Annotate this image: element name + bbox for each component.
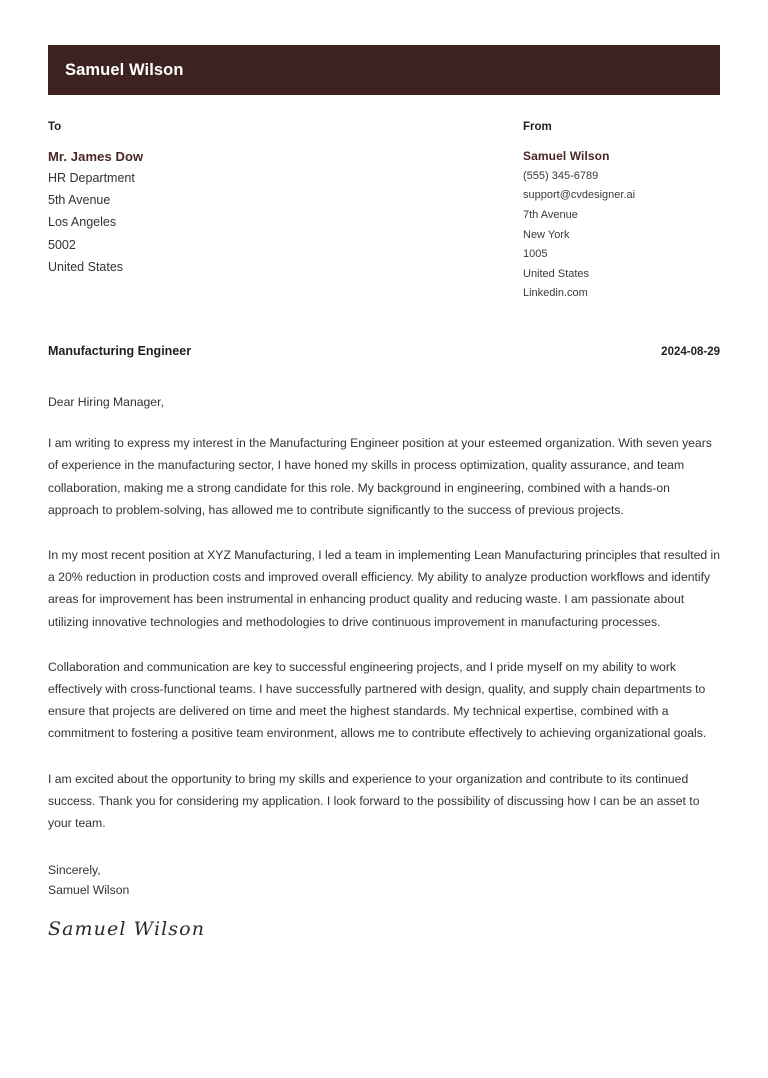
recipient-block <box>48 121 523 307</box>
letter-paragraph: In my most recent position at XYZ Manufacturing, I led a team in implementing Lean Manufacturing principles that resulted in a 20% reduction in production costs and improved overall efficiency. My ability to analyze production workflows and identify areas for improvement has been instrumental in enhancing product quality and reducing waste. I am passionate about utilizing innovative technologies and methodologies to drive continuous improvement in manufacturing processes. <box>48 547 721 629</box>
letter-paragraph: Collaboration and communication are key to successful engineering projects, and I pride myself on my ability to work effectively with cross-functional teams. I have successfully partnered with design, quality, and supply chain departments to ensure that projects are delivered on time and meet the highest standards. My technical expertise, combined with a commitment to fostering a positive team environment, allows me to contribute effectively to achieving organizational goals. <box>48 659 707 741</box>
recipient-address-line: HR Department <box>48 170 135 185</box>
recipient-address-line: 5th Avenue <box>48 193 111 208</box>
letter-paragraph: I am writing to express my interest in the Manufacturing Engineer position at your esteemed organization. With seven years of experience in the manufacturing sector, I have honed my skills in process optimization, quality assurance, and team collaboration, making me a strong candidate for this role. My background in engineering, combined with a hands-on approach to problem-solving, has allowed me to contribute significantly to the success of previous projects. <box>48 436 712 517</box>
sender-name: Samuel Wilson <box>523 148 610 163</box>
salutation: Dear Hiring Manager, <box>48 394 164 409</box>
address-row <box>48 121 720 307</box>
recipient-address-line: 5002 <box>48 237 76 252</box>
signature: Samuel Wilson <box>48 918 206 941</box>
sender-label: From <box>523 121 552 133</box>
document-header-bar <box>48 45 720 95</box>
letter-body <box>48 396 720 942</box>
recipient-address-line: United States <box>48 259 124 274</box>
closing-name: Samuel Wilson <box>48 883 130 898</box>
recipient-address-line: Los Angeles <box>48 215 117 230</box>
sender-email: support@cvdesigner.ai <box>523 189 636 202</box>
job-title: Manufacturing Engineer <box>48 343 192 358</box>
letter-date: 2024-08-29 <box>661 345 720 358</box>
sender-website: Linkedin.com <box>523 287 588 300</box>
letter-paragraph: I am excited about the opportunity to bring my skills and experience to your organization and contribute to its continued success. Thank you for considering my application. I look forward to the possibility of discussing how I can be an asset to your team. <box>48 771 700 830</box>
document-content <box>48 121 720 941</box>
title-date-row <box>48 345 720 359</box>
sender-address-line: 1005 <box>523 248 548 261</box>
sender-phone: (555) 345-6789 <box>523 169 599 182</box>
sender-block <box>523 121 720 307</box>
header-candidate-name: Samuel Wilson <box>65 60 184 79</box>
recipient-label: To <box>48 121 62 133</box>
sender-address-line: 7th Avenue <box>523 209 578 222</box>
closing-salutation: Sincerely, <box>48 863 101 878</box>
closing-block <box>48 860 720 900</box>
recipient-name: Mr. James Dow <box>48 148 144 164</box>
sender-address-line: United States <box>523 267 590 280</box>
sender-address-line: New York <box>523 228 570 241</box>
